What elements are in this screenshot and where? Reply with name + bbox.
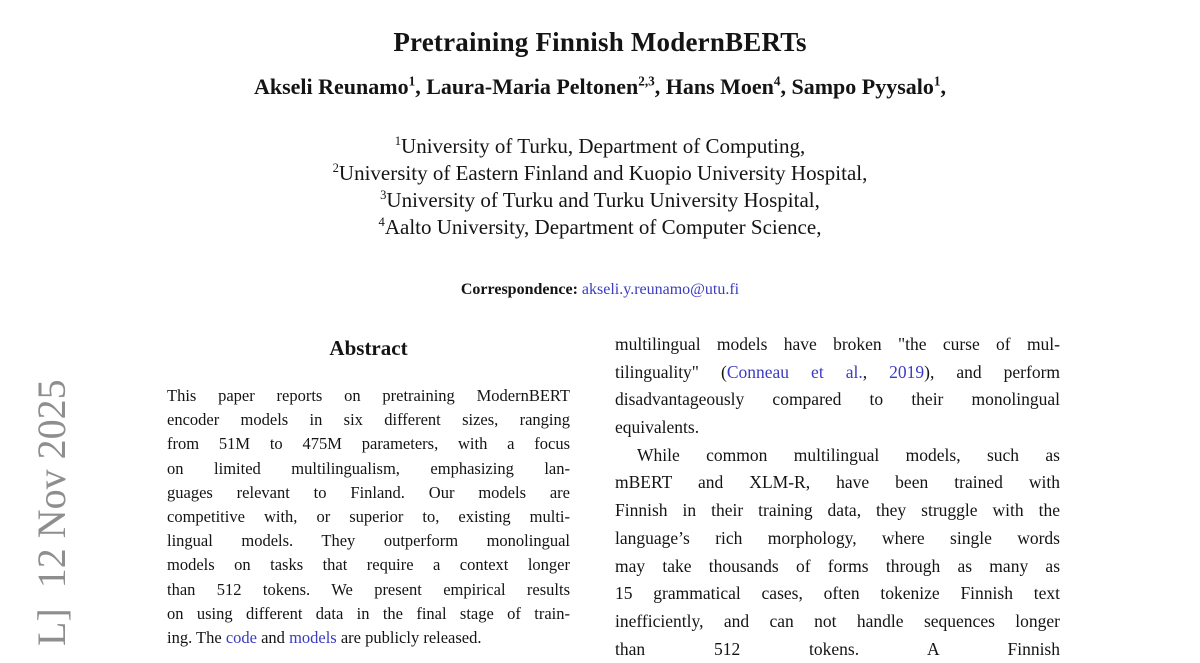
affiliation-text: University of Eastern Finland and Kuopio University Hospital, (338, 161, 868, 185)
affiliation-text: University of Turku and Turku University Hospital, (386, 188, 820, 212)
text-span: encoder models in six different sizes, ranging (167, 410, 570, 430)
inline-link[interactable]: Conneau et al. (726, 361, 863, 382)
text-span: lingual models. They outperform monolingual (167, 531, 570, 551)
correspondence-label: Correspondence: (460, 281, 582, 298)
text-span: ), and perform (924, 361, 1061, 382)
text-span: tilinguality" ( (615, 361, 727, 382)
text-span: multilingual models have broken "the curse of mul- (615, 334, 1060, 354)
text-span: , Laura-Maria Peltonen (415, 74, 639, 99)
paper-title: Pretraining Finnish ModernBERTs (393, 27, 807, 57)
abstract-body (167, 384, 570, 650)
affiliation-text: University of Turku, Department of Computing, (401, 134, 806, 158)
text-span: ing. The (167, 627, 226, 647)
text-line (167, 384, 570, 408)
text-line (167, 626, 570, 650)
text-line (167, 457, 570, 481)
text-line (615, 359, 1060, 387)
inline-link[interactable]: models (289, 627, 337, 647)
text-line (615, 553, 1060, 581)
affiliation-superscript: 1 (394, 134, 402, 148)
text-span: Finnish in their training data, they struggle with the (615, 500, 1060, 521)
text-line (167, 432, 570, 456)
text-line (167, 578, 570, 602)
affiliations-block (0, 133, 1200, 241)
text-span: This paper reports on pretraining ModernBERT (167, 386, 570, 405)
affiliation-text: Aalto University, Department of Computer Science, (384, 215, 822, 239)
superscript: 4 (773, 73, 781, 89)
superscript: 2,3 (638, 73, 655, 89)
affiliation-line (0, 187, 1200, 214)
text-line (615, 525, 1060, 553)
text-span: may take thousands of forms through as many as (615, 555, 1060, 576)
text-line (615, 414, 1060, 442)
text-span: than 512 tokens. We present empirical results (167, 579, 570, 599)
text-span: on limited multilingualism, emphasizing lan- (167, 458, 570, 478)
text-span: disadvantageously compared to their monolingual (615, 389, 1060, 410)
text-line (167, 553, 570, 577)
text-span: , Sampo Pyysalo (780, 74, 934, 99)
text-span: , Hans Moen (654, 74, 774, 99)
text-span: equivalents. (615, 417, 700, 438)
text-span: While common multilingual models, such as (637, 444, 1060, 465)
text-line (615, 469, 1060, 497)
text-span: guages relevant to Finland. Our models are (167, 482, 570, 502)
superscript: 1 (933, 73, 941, 89)
text-line (615, 636, 1060, 663)
text-line (615, 580, 1060, 608)
text-line (167, 481, 570, 505)
affiliation-line (0, 133, 1200, 160)
affiliation-superscript: 2 (332, 161, 339, 175)
correspondence-line (0, 281, 1200, 299)
text-span: , (862, 361, 890, 382)
text-span: than 512 tokens. A Finnish (615, 638, 1060, 659)
affiliation-superscript: 4 (378, 215, 385, 229)
text-line (615, 497, 1060, 525)
text-span: Akseli Reunamo (253, 74, 409, 99)
superscript: 1 (408, 73, 416, 89)
arxiv-watermark: L] 12 Nov 2025 (29, 379, 74, 646)
text-line (615, 442, 1060, 470)
affiliation-line (0, 160, 1200, 187)
text-span: and (256, 627, 290, 647)
text-line (167, 529, 570, 553)
affiliation-line (0, 214, 1200, 241)
text-line (167, 408, 570, 432)
author-line (0, 74, 1200, 100)
text-span: mBERT and XLM-R, have been trained with (615, 472, 1060, 493)
inline-link[interactable]: code (225, 627, 257, 647)
text-line (615, 331, 1060, 359)
text-span: language’s rich morphology, where single words (615, 527, 1060, 548)
text-span: from 51M to 475M parameters, with a focus (167, 434, 570, 454)
abstract-heading: Abstract (329, 336, 408, 360)
text-span: competitive with, or superior to, existing multi- (167, 506, 570, 526)
text-span: , (940, 74, 947, 99)
inline-link[interactable]: 2019 (889, 361, 925, 382)
text-span: on using different data in the final stage of train- (167, 603, 570, 623)
affiliation-superscript: 3 (380, 188, 387, 202)
text-span: are publicly released. (336, 627, 482, 647)
text-line (615, 386, 1060, 414)
text-line (167, 602, 570, 626)
text-span: 15 grammatical cases, often tokenize Finnish text (615, 583, 1060, 604)
text-span: inefficiently, and can not handle sequences longer (615, 610, 1060, 631)
introduction-column (615, 331, 1060, 663)
text-span: models on tasks that require a context longer (167, 555, 570, 575)
text-line (167, 505, 570, 529)
text-line (615, 608, 1060, 636)
correspondence-email-link[interactable]: akseli.y.reunamo@utu.fi (581, 281, 740, 298)
